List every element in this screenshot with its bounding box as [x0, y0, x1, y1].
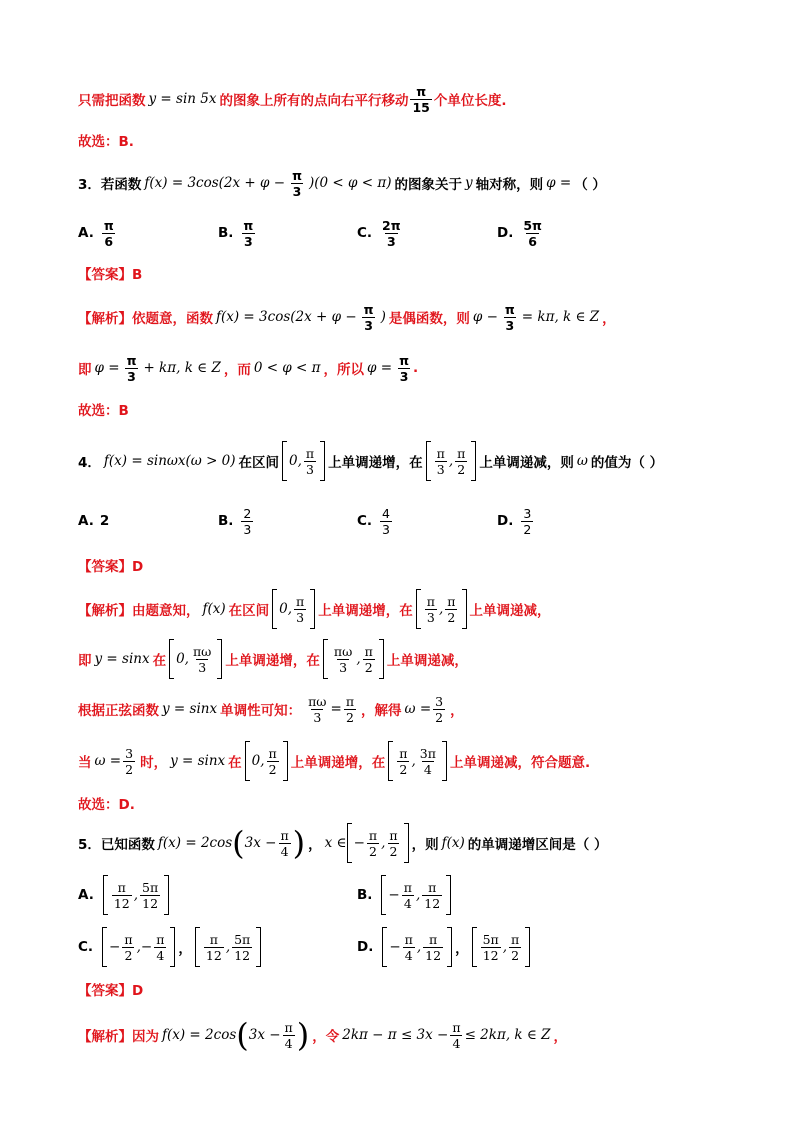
q4-option-d[interactable]: D. $\frac{3}{2}$ — [497, 505, 532, 537]
q3-option-d[interactable]: D. $\frac{5\pi}{6}$ — [497, 217, 542, 249]
question-3-stem: 3．若函数 f(x) = 3cos(2x + φ − $\frac{\pi}{3}$ )(0 < φ < π) 的图象关于 y 轴对称，则 φ = （ ） — [78, 167, 606, 199]
q4-answer: 【答案】D — [78, 559, 144, 575]
q3-analysis-line-2: 即 φ = $\frac{\pi}{3}$ + kπ, k ∈ Z ，而 0 < φ < π ，所以 φ = $\frac{\pi}{3}$ . — [78, 352, 419, 384]
q5-option-b[interactable]: B. − $\frac{\pi}{4}$ , $\frac{\pi}{12}$ — [357, 872, 454, 918]
q4-analysis-line-1: 【解析】由题意知， f(x) 在区间 0, $\frac{\pi}{3}$ 上单调递增，在 $\frac{\pi}{3}$ , $\frac{\pi}{2}$ 上单调递减， — [78, 586, 551, 632]
question-5-stem: 5．已知函数 f(x) = 2cos ( 3x − $\frac{\pi}{4}$ ) ， x ∈ − $\frac{\pi}{2}$ , $\frac{\pi}{2}$ ，则 f(x) 的单调递增区间是（ ） — [78, 824, 608, 862]
q4-option-b[interactable]: B. $\frac{2}{3}$ — [218, 505, 252, 537]
q4-option-c[interactable]: C. $\frac{4}{3}$ — [357, 505, 390, 537]
q5-answer: 【答案】D — [78, 983, 144, 999]
q4-analysis-line-3: 根据正弦函数 y = sinx 单调性可知： $\frac{\pi\omega}{3}$ = $\frac{\pi}{2}$ ，解得 ω = $\frac{3}{2}$ ， — [78, 693, 464, 725]
q3-analysis-line-1: 【解析】依题意，函数 f(x) = 3cos(2x + φ − $\frac{\pi}{3}$ ) 是偶函数，则 φ − $\frac{\pi}{3}$ = kπ, k ∈ Z ， — [78, 301, 616, 333]
q3-option-a[interactable]: A. $\frac{\pi}{6}$ — [78, 217, 114, 249]
question-4-stem: 4． f(x) = sinωx(ω > 0) 在区间 0, $\frac{\pi}{3}$ 上单调递增，在 $\frac{\pi}{3}$ , $\frac{\pi}{2}$ 上单调递减，则 ω 的值为（ ） — [78, 438, 663, 484]
solution-line-q2-shift: 只需把函数 y = sin 5x 的图象上所有的点向右平行移动 $\frac{\pi}{15}$ 个单位长度. — [78, 83, 507, 115]
q3-selection: 故选：B — [78, 403, 129, 419]
q5-option-d[interactable]: D. − $\frac{\pi}{4}$ , $\frac{\pi}{12}$ ， $\frac{5\pi}{12}$ , $\frac{\pi}{2}$ — [357, 924, 533, 970]
q4-analysis-line-2: 即 y = sinx 在 0, $\frac{\pi\omega}{3}$ 上单调递增，在 $\frac{\pi\omega}{3}$ , $\frac{\pi}{2}$ 上单调递减， — [78, 636, 468, 682]
q4-option-a[interactable]: A. 2 — [78, 513, 110, 529]
q2-selection: 故选：B. — [78, 134, 134, 150]
q5-option-c[interactable]: C. − $\frac{\pi}{2}$ ,− $\frac{\pi}{4}$ ， $\frac{\pi}{12}$ , $\frac{5\pi}{12}$ — [78, 924, 264, 970]
q5-analysis-line-1: 【解析】因为 f(x) = 2cos ( 3x − $\frac{\pi}{4}$ ) ，令 2kπ − π ≤ 3x − $\frac{\pi}{4}$ ≤ 2kπ, k ∈ Z ， — [78, 1016, 568, 1054]
q5-option-a[interactable]: A. $\frac{\pi}{12}$ , $\frac{5\pi}{12}$ — [78, 872, 172, 918]
q3-answer: 【答案】B — [78, 267, 143, 283]
q3-option-b[interactable]: B. $\frac{\pi}{3}$ — [218, 217, 254, 249]
q4-selection: 故选：D. — [78, 797, 135, 813]
q3-option-c[interactable]: C. $\frac{2\pi}{3}$ — [357, 217, 401, 249]
q4-analysis-line-4: 当 ω = $\frac{3}{2}$ 时， y = sinx 在 0, $\frac{\pi}{2}$ 上单调递增，在 $\frac{\pi}{2}$ , $\frac{3\pi}{4}$ 上单调递减，符合题意. — [78, 738, 590, 784]
